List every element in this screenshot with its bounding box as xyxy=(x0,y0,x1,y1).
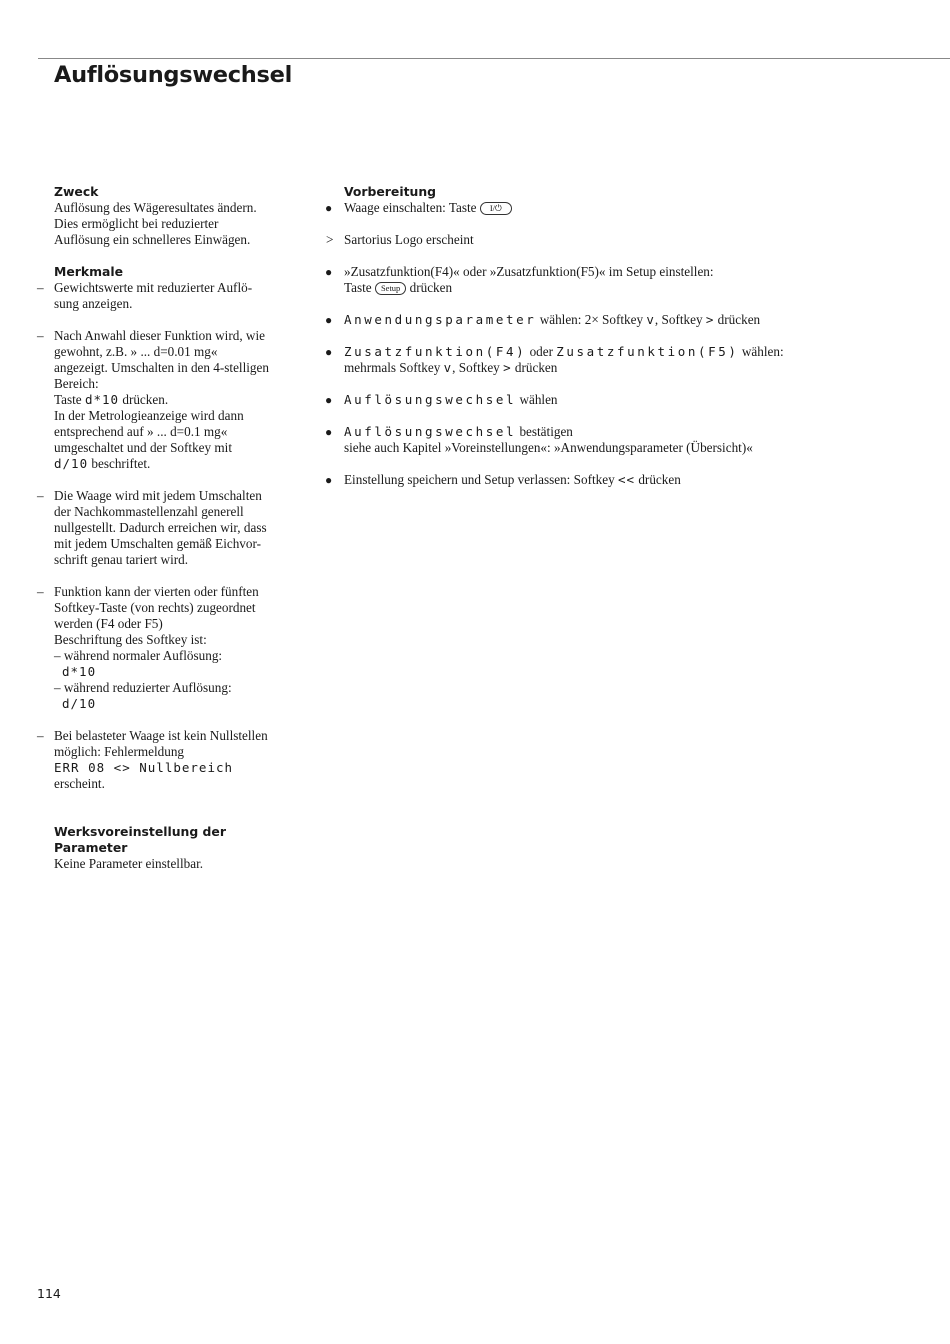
step-zusatzfunktion: ● Zusatzfunktion(F4) oder Zusatzfunktion(F5) wählen: mehrmals Softkey v, Softkey > drücken xyxy=(325,344,784,375)
bullet-icon: ● xyxy=(325,313,333,327)
merkmal-line: – Gewichtswerte mit reduzierter Auflö- xyxy=(54,280,294,296)
merkmal-line: Bereich: xyxy=(54,376,99,391)
error-message: ERR 08 <> Nullbereich xyxy=(54,760,234,775)
bullet-icon: ● xyxy=(325,473,333,487)
merkmal-line: In der Metrologieanzeige wird dann xyxy=(54,408,244,423)
merkmal-line: möglich: Fehlermeldung xyxy=(54,744,185,759)
header-rule xyxy=(38,58,950,59)
merkmal-line: – während reduzierter Auflösung: xyxy=(54,680,232,695)
softkey-label-d-div-10: d/10 xyxy=(54,456,89,471)
softkey-down-icon: v xyxy=(646,312,655,327)
display-text: Anwendungsparameter xyxy=(344,312,537,327)
merkmal-line: mit jedem Umschalten gemäß Eichvor- xyxy=(54,536,262,551)
step-aufloesungswechsel-select: ● Auflösungswechsel wählen xyxy=(325,392,558,407)
vorbereitung-heading: Vorbereitung xyxy=(344,184,437,199)
merkmal-line: nullgestellt. Dadurch erreichen wir, dass xyxy=(54,520,267,535)
step-aufloesungswechsel-confirm: ● Auflösungswechsel bestätigen siehe auch Kapitel »Voreinstellungen«: »Anwendungsparameter (Übersicht)« xyxy=(325,424,753,455)
merkmal-line: angezeigt. Umschalten in den 4-stelligen xyxy=(54,360,269,375)
merkmal-line: – Bei belasteter Waage ist kein Nullstellen xyxy=(54,728,294,744)
merkmal-line: gewohnt, z.B. » ... d=0.01 mg« xyxy=(54,344,218,359)
zweck-line: Dies ermöglicht bei reduzierter xyxy=(54,216,219,231)
softkey-label-reduced: d/10 xyxy=(62,696,97,711)
merkmal-line: – während normaler Auflösung: xyxy=(54,648,223,663)
step-anwendungsparameter: ● Anwendungsparameter wählen: 2× Softkey v, Softkey > drücken xyxy=(325,312,761,327)
merkmal-line: sung anzeigen. xyxy=(54,296,133,311)
power-key-icon: I/⏻ xyxy=(480,202,512,215)
left-column xyxy=(54,184,294,872)
merkmal-line: – Funktion kann der vierten oder fünften xyxy=(54,584,294,600)
werks-heading: Werksvoreinstellung der Parameter xyxy=(54,824,226,855)
step-setup: ● »Zusatzfunktion(F4)« oder »Zusatzfunktion(F5)« im Setup einstellen: Taste Setup drücken xyxy=(325,264,714,295)
softkey-down-icon: v xyxy=(443,360,453,375)
softkey-right-icon: > xyxy=(503,360,512,375)
bullet-icon: ● xyxy=(325,393,333,407)
merkmal-line: Beschriftung des Softkey ist: xyxy=(54,632,207,647)
softkey-right-icon: > xyxy=(705,312,715,327)
setup-key-icon: Setup xyxy=(375,282,406,295)
result-arrow-icon: > xyxy=(326,232,334,247)
bullet-icon: ● xyxy=(325,265,333,279)
display-text: Auflösungswechsel xyxy=(344,392,517,407)
display-text: Auflösungswechsel xyxy=(344,424,517,439)
softkey-label-normal: d*10 xyxy=(62,664,97,679)
bullet-icon: ● xyxy=(325,425,333,439)
werks-text: Keine Parameter einstellbar. xyxy=(54,856,204,871)
zweck-heading: Zweck xyxy=(54,184,99,199)
right-column xyxy=(325,184,944,488)
bullet-icon: ● xyxy=(325,345,333,359)
zweck-line: Auflösung des Wägeresultates ändern. xyxy=(54,200,257,215)
display-text: Zusatzfunktion(F4) xyxy=(344,344,527,359)
merkmal-line: Taste d*10 drücken. xyxy=(54,392,169,407)
bullet-icon: ● xyxy=(325,201,333,215)
merkmal-line: d/10 beschriftet. xyxy=(54,456,151,471)
page-number: 114 xyxy=(37,1286,61,1301)
display-text: Zusatzfunktion(F5) xyxy=(556,344,739,359)
merkmal-line: der Nachkommastellenzahl generell xyxy=(54,504,244,519)
step-save-exit: ● Einstellung speichern und Setup verlassen: Softkey << drücken xyxy=(325,472,681,487)
merkmale-heading: Merkmale xyxy=(54,264,124,279)
merkmal-line: werden (F4 oder F5) xyxy=(54,616,163,631)
merkmal-line: entsprechend auf » ... d=0.1 mg« xyxy=(54,424,228,439)
softkey-back-icon: << xyxy=(617,472,636,487)
merkmal-line: – Nach Anwahl dieser Funktion wird, wie xyxy=(54,328,294,344)
merkmal-line: erscheint. xyxy=(54,776,105,791)
merkmal-line: schrift genau tariert wird. xyxy=(54,552,189,567)
merkmal-line: Softkey-Taste (von rechts) zugeordnet xyxy=(54,600,256,615)
merkmal-line: – Die Waage wird mit jedem Umschalten xyxy=(54,488,294,504)
merkmal-line: umgeschaltet und der Softkey mit xyxy=(54,440,232,455)
page-title: Auflösungswechsel xyxy=(54,62,292,88)
softkey-label-d10: d*10 xyxy=(84,392,120,407)
step-logo: > Sartorius Logo erscheint xyxy=(326,232,474,247)
zweck-line: Auflösung ein schnelleres Einwägen. xyxy=(54,232,251,247)
step-switch-on: ● Waage einschalten: Taste I/⏻ xyxy=(344,200,944,216)
